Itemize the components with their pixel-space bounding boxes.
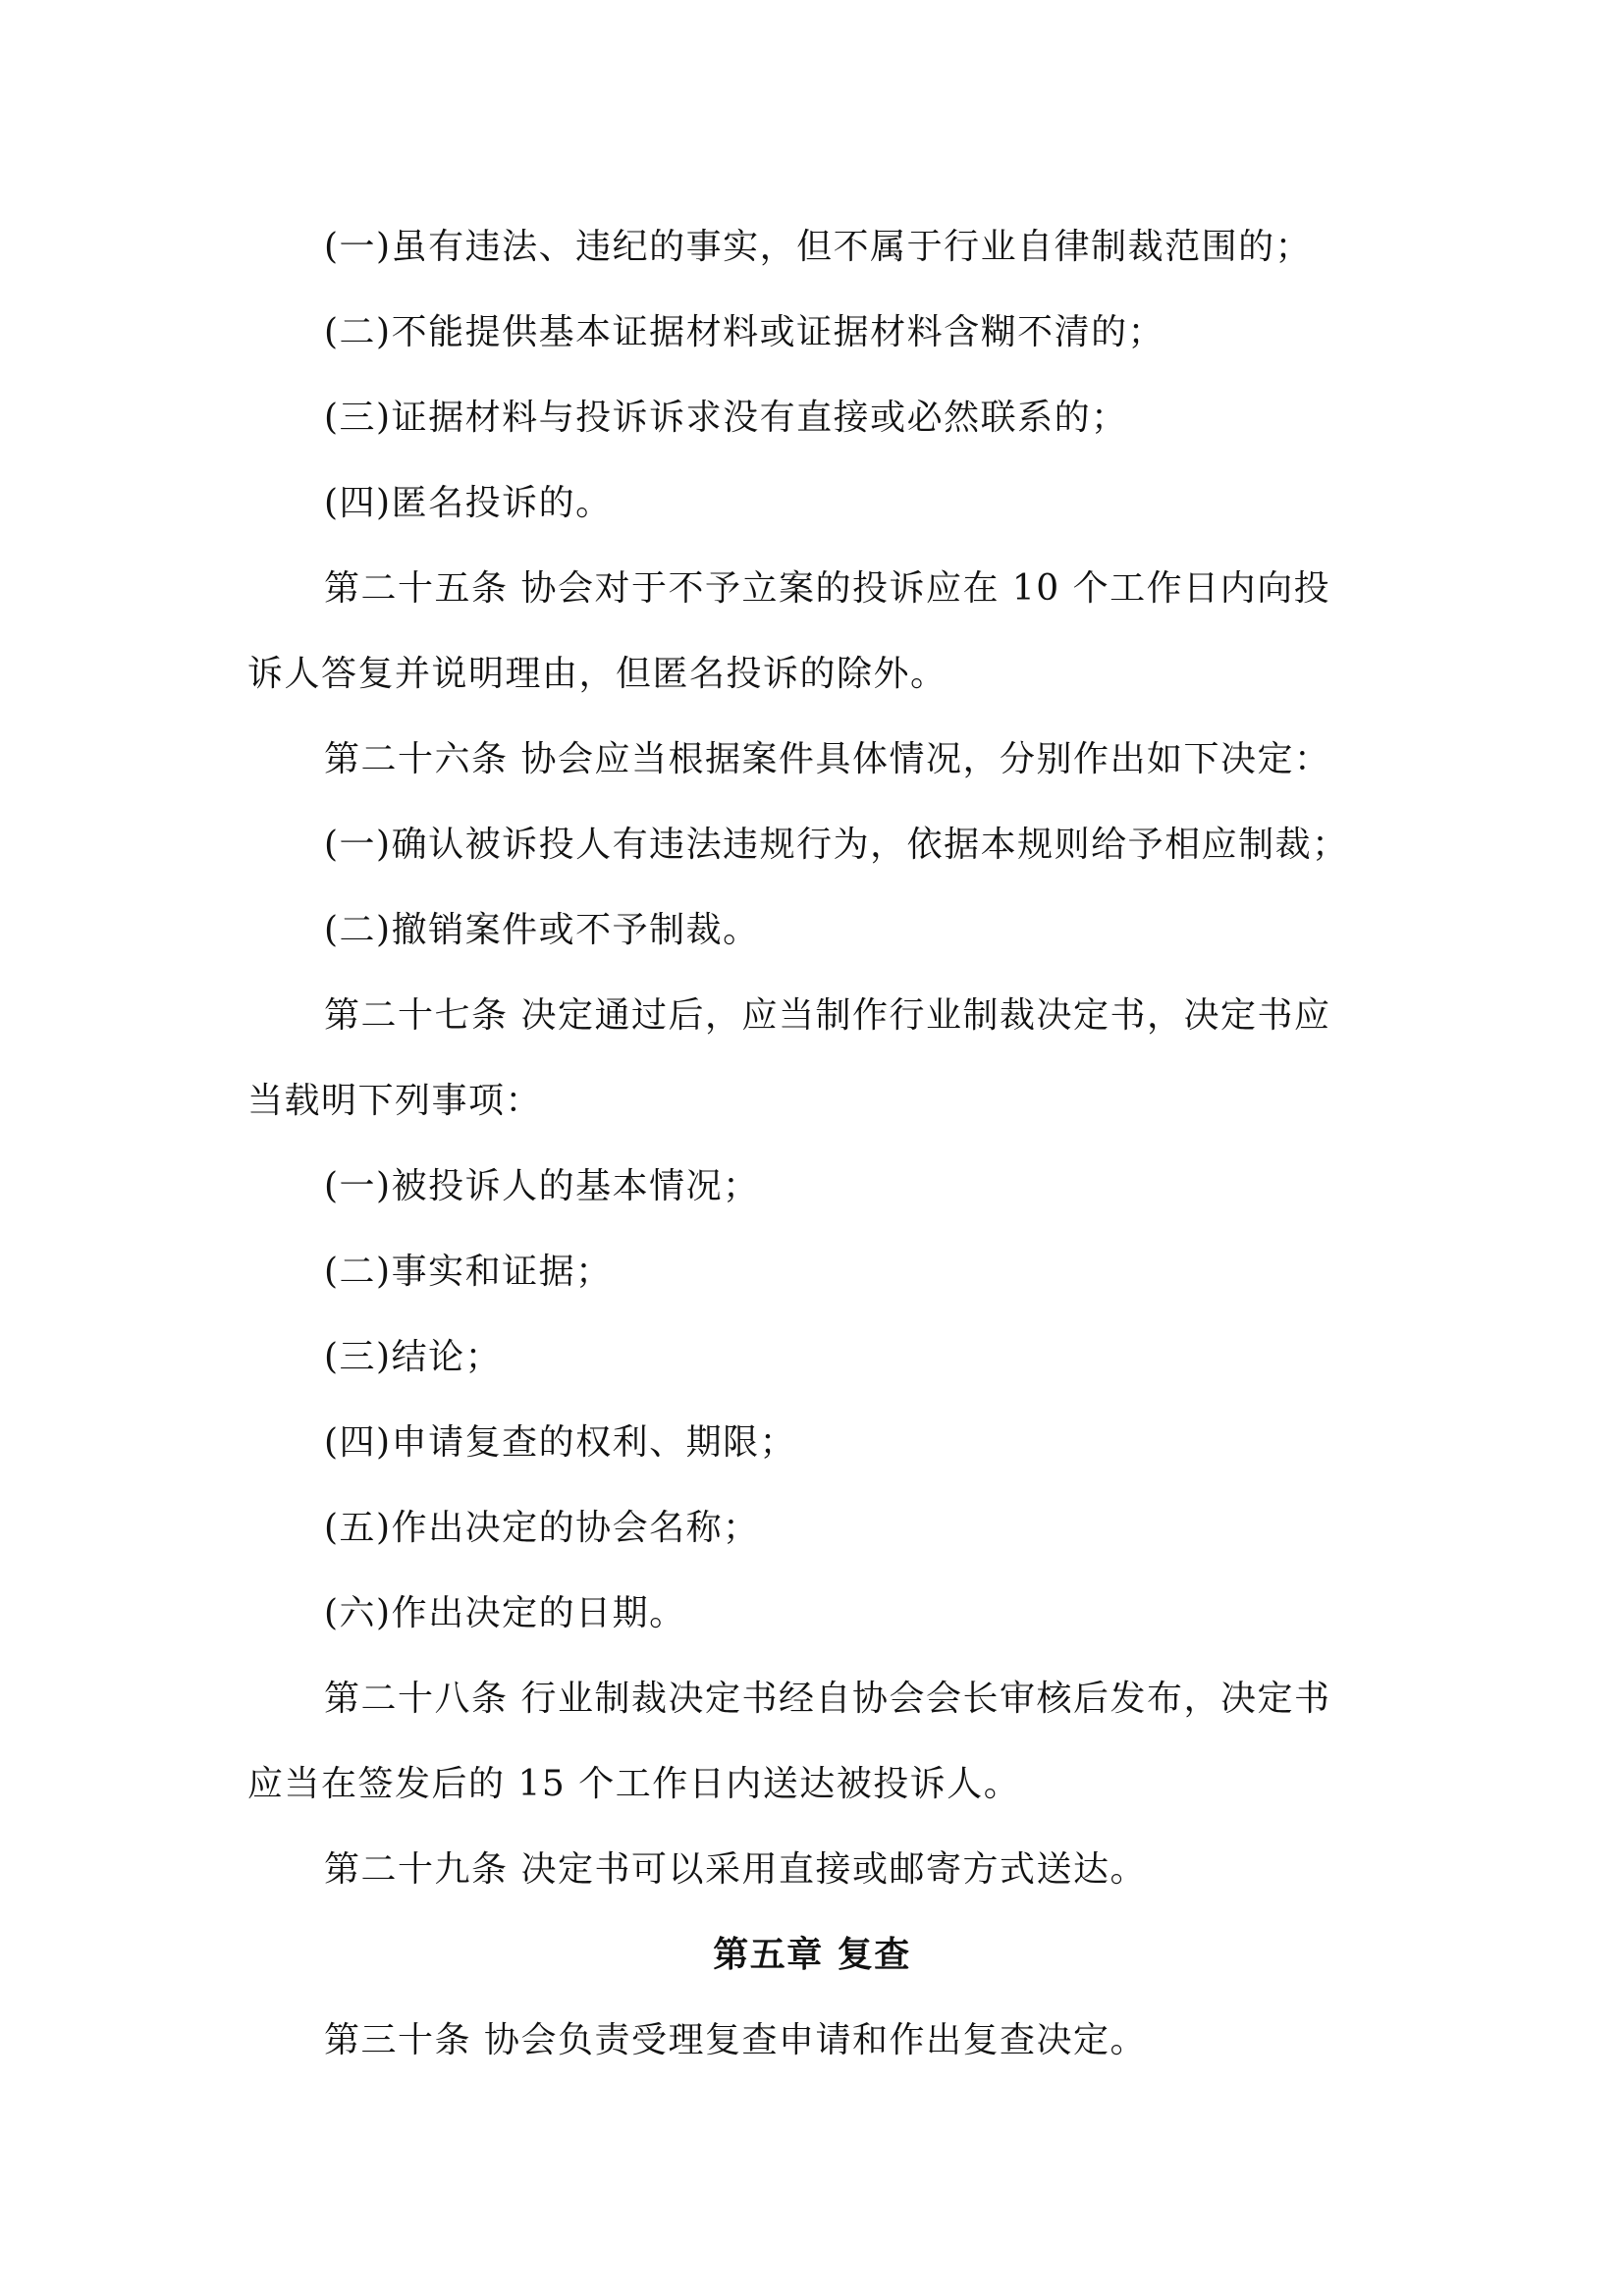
chapter-heading: 第五章 复查 xyxy=(713,1935,911,1975)
article-26-item-2: (二)撤销案件或不予制裁。 xyxy=(324,910,760,950)
article-26-item-1: (一)确认被诉投人有违法违规行为，依据本规则给予相应制裁； xyxy=(324,825,1349,865)
article-29: 第二十九条 决定书可以采用直接或邮寄方式送达。 xyxy=(324,1849,1147,1890)
article-27-line-1: 第二十七条 决定通过后，应当制作行业制裁决定书，决定书应 xyxy=(324,995,1331,1036)
clause-item-4: (四)匿名投诉的。 xyxy=(324,483,613,523)
clause-item-3: (三)证据材料与投诉诉求没有直接或必然联系的； xyxy=(324,398,1128,438)
clause-item-1: (一)虽有违法、违纪的事实，但不属于行业自律制裁范围的； xyxy=(324,227,1313,267)
article-27-item-5: (五)作出决定的协会名称； xyxy=(324,1508,760,1548)
article-30: 第三十条 协会负责受理复查申请和作出复查决定。 xyxy=(324,2020,1147,2060)
article-27-line-2: 当载明下列事项： xyxy=(247,1081,543,1121)
article-27-item-2: (二)事实和证据； xyxy=(324,1252,613,1292)
article-27-item-4: (四)申请复查的权利、期限； xyxy=(324,1422,797,1463)
document-body xyxy=(247,204,1377,2083)
article-27-item-3: (三)结论； xyxy=(324,1337,503,1377)
article-27-item-1: (一)被投诉人的基本情况； xyxy=(324,1166,760,1206)
article-25-line-2: 诉人答复并说明理由，但匿名投诉的除外。 xyxy=(247,654,947,694)
article-28-line-1: 第二十八条 行业制裁决定书经自协会会长审核后发布，决定书 xyxy=(324,1679,1331,1719)
article-25-line-1: 第二十五条 协会对于不予立案的投诉应在 10 个工作日内向投 xyxy=(324,568,1331,609)
article-27-item-6: (六)作出决定的日期。 xyxy=(324,1593,686,1633)
article-26: 第二十六条 协会应当根据案件具体情况，分别作出如下决定： xyxy=(324,739,1331,779)
clause-item-2: (二)不能提供基本证据材料或证据材料含糊不清的； xyxy=(324,312,1165,352)
article-28-line-2: 应当在签发后的 15 个工作日内送达被投诉人。 xyxy=(247,1764,1021,1804)
